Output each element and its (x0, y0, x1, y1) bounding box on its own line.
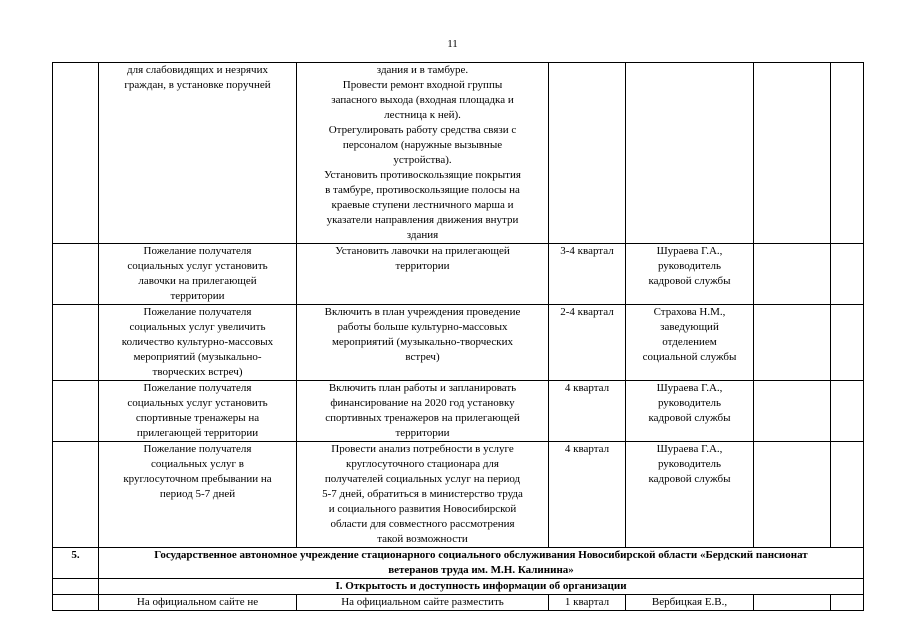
text-line: территории (170, 290, 225, 302)
measure-cell (297, 442, 549, 548)
text-line: Шураева Г.А., (656, 382, 723, 394)
table-row (53, 244, 864, 305)
number-cell (53, 244, 99, 305)
text-line: лавочки на прилегающей (138, 275, 257, 287)
text-line: Провести ремонт входной группы (342, 79, 503, 91)
term-cell: 4 квартал (549, 381, 626, 442)
text-line: Включить в план учреждения проведение (324, 306, 521, 318)
text-line: кадровой службы (648, 473, 731, 485)
text-line: Пожелание получателя (143, 382, 252, 394)
text-line: прилегающей территории (136, 427, 259, 439)
text-line: спортивных тренажеров на прилегающей (325, 412, 520, 424)
text-line: кадровой службы (648, 275, 731, 287)
text-line: круглосуточном пребывании на (123, 473, 272, 485)
text-line: спортивные тренажеры на (135, 412, 260, 424)
text-line: получателей социальных услуг на период (324, 473, 521, 485)
date-cell (831, 442, 864, 548)
table-row (53, 595, 864, 611)
text-line: Установить лавочки на прилегающей (335, 245, 510, 257)
text-line: такой возможности (377, 533, 468, 545)
date-cell (831, 244, 864, 305)
number-cell (53, 595, 99, 611)
term-cell: 4 квартал (549, 442, 626, 548)
text-line: 5-7 дней, обратиться в министерство труда (322, 488, 523, 500)
text-line: руководитель (657, 458, 722, 470)
text-line: Государственное автономное учреждение стационарного социального обслуживания Новосибирской области «Бердский пансионат (154, 549, 808, 561)
number-cell (53, 63, 99, 244)
term-cell (549, 63, 626, 244)
text-line: финансирование на 2020 год установку (330, 397, 515, 409)
responsible-cell (626, 244, 754, 305)
text-line: граждан, в установке поручней (124, 79, 271, 91)
result-cell (754, 305, 831, 381)
responsible-cell (626, 381, 754, 442)
page-number: 11 (447, 38, 458, 50)
text-line: социальных услуг установить (127, 260, 268, 272)
wish-cell (99, 305, 297, 381)
text-line: встреч) (405, 351, 440, 363)
date-cell (831, 63, 864, 244)
text-line: устройства). (393, 154, 452, 166)
result-cell (754, 595, 831, 611)
organization-row (53, 548, 864, 579)
responsible-cell (626, 63, 754, 244)
text-line: территории (395, 427, 450, 439)
text-line: Страхова Н.М., (653, 306, 726, 318)
text-line: персоналом (наружные вызывные (342, 139, 503, 151)
responsible-cell (626, 442, 754, 548)
text-line: Шураева Г.А., (656, 245, 723, 257)
number-cell (53, 305, 99, 381)
measure-cell (297, 381, 549, 442)
table-row (53, 63, 864, 244)
text-line: Шураева Г.А., (656, 443, 723, 455)
plan-table (52, 62, 864, 611)
wish-cell (99, 381, 297, 442)
text-line: социальных услуг увеличить (129, 321, 266, 333)
text-line: в тамбуре, противоскользящие полосы на (325, 184, 520, 196)
text-line: работы больше культурно-массовых (337, 321, 508, 333)
text-line: На официальном сайте разместить (341, 596, 504, 608)
text-line: Пожелание получателя (143, 245, 252, 257)
measure-cell (297, 305, 549, 381)
text-line: Провести анализ потребности в услуге (331, 443, 514, 455)
text-line: социальных услуг в (151, 458, 244, 470)
text-line: социальных услуг установить (127, 397, 268, 409)
wish-cell (99, 442, 297, 548)
text-line: руководитель (657, 397, 722, 409)
number-cell (53, 579, 99, 595)
table-row (53, 442, 864, 548)
responsible-cell (626, 595, 754, 611)
text-line: ветеранов труда им. М.Н. Калинина» (388, 564, 574, 576)
text-line: территории (395, 260, 450, 272)
text-line: Вербицкая Е.В., (651, 596, 728, 608)
text-line: для слабовидящих и незрячих (127, 64, 268, 76)
date-cell (831, 381, 864, 442)
text-line: и социального развития Новосибирской (328, 503, 517, 515)
organization-number: 5. (53, 548, 99, 579)
text-line: Установить противоскользящие покрытия (324, 169, 521, 181)
text-line: творческих встреч) (152, 366, 243, 378)
text-line: круглосуточного стационара для (346, 458, 499, 470)
text-line: области для совместного рассмотрения (330, 518, 515, 530)
organization-name (99, 548, 864, 579)
responsible-cell (626, 305, 754, 381)
section-title: I. Открытость и доступность информации об организации (99, 579, 864, 595)
table-row (53, 305, 864, 381)
measure-cell (297, 595, 549, 611)
measure-cell (297, 244, 549, 305)
text-line: лестница к ней). (384, 109, 461, 121)
text-line: Пожелание получателя (143, 443, 252, 455)
number-cell (53, 442, 99, 548)
wish-cell (99, 63, 297, 244)
term-cell: 2-4 квартал (549, 305, 626, 381)
text-line: здания и в тамбуре. (376, 64, 469, 76)
text-line: руководитель (657, 260, 722, 272)
text-line: социальной службы (642, 351, 737, 363)
text-line: здания (406, 229, 439, 241)
text-line: запасного выхода (входная площадка и (331, 94, 514, 106)
table-row (53, 381, 864, 442)
text-line: Пожелание получателя (143, 306, 252, 318)
text-line: Отрегулировать работу средства связи с (328, 124, 517, 136)
term-cell: 3-4 квартал (549, 244, 626, 305)
measure-cell (297, 63, 549, 244)
number-cell (53, 381, 99, 442)
text-line: отделением (662, 336, 717, 348)
text-line: заведующий (660, 321, 719, 333)
text-line: количество культурно-массовых (121, 336, 274, 348)
text-line: краевые ступени лестничного марша и (331, 199, 514, 211)
text-line: кадровой службы (648, 412, 731, 424)
text-line: период 5-7 дней (159, 488, 236, 500)
text-line: На официальном сайте не (136, 596, 259, 608)
text-line: мероприятий (музыкально- (133, 351, 262, 363)
term-cell: 1 квартал (549, 595, 626, 611)
date-cell (831, 595, 864, 611)
result-cell (754, 381, 831, 442)
text-line: мероприятий (музыкально-творческих (331, 336, 514, 348)
wish-cell (99, 244, 297, 305)
text-line: указатели направления движения внутри (326, 214, 519, 226)
result-cell (754, 63, 831, 244)
result-cell (754, 244, 831, 305)
wish-cell (99, 595, 297, 611)
text-line: Включить план работы и запланировать (328, 382, 517, 394)
result-cell (754, 442, 831, 548)
section-row (53, 579, 864, 595)
date-cell (831, 305, 864, 381)
